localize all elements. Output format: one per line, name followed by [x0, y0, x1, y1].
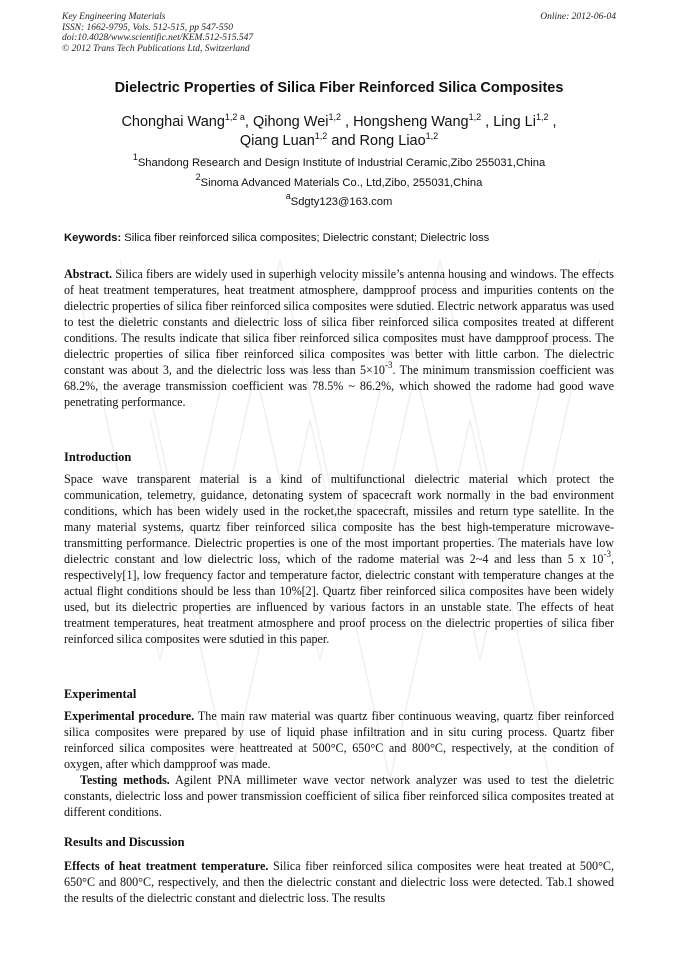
author-separator: ,: [548, 114, 557, 130]
author-sup: 1,2: [425, 131, 439, 141]
author-name: , Qihong Wei: [244, 114, 329, 130]
section-heading-introduction: Introduction: [64, 450, 132, 464]
author-name: , Hongsheng Wang: [341, 114, 469, 130]
keywords: [64, 232, 624, 244]
affiliation-2: $^2$Sinoma Advanced Materials Co., Ltd,Zibo, 255031,China: [195, 172, 483, 189]
journal-header: [62, 12, 253, 54]
abstract: Abstract. Silica fibers are widely used in superhigh velocity missile’s antenna housing and windows. The effects of heat treatment temperatures, heat treatment atmosphere, dampproof process and impurities contents on the dielectric properties of silica fiber reinforced silica composites were sdutied. Electric network apparatus was used to test the dieletric constants and dielectric loss of silica fiber reinforced silica composites treated at different conditions. The results indicate that silica fiber reinforced silica composites must have dampproof process. The dielectric properties of silica fiber reinforced silica composites was better with little carbon. The dielectric constant was about 3, and the dielectric loss was less than $5\times 10^{-3}$. The minimum transmission coefficient was 68.2%, the average transmission coefficient was 78.5% ~ 86.2%, which showed the radome had good wave penetrating performance.: [64, 267, 614, 409]
author-sup: 1,2 a: [224, 112, 245, 122]
experimental-procedure-paragraph: Experimental procedure. The main raw material was quartz fiber continuous weaving, quartz fiber reinforced silica composites were prepared by use of liquid phase infiltration and in situ curing process. Quartz fiber reinforced silica composites were heattreated at 500°C, 650°C and 800°C, respectively, at the condition of oxygen, after which dampproof was made.: [64, 709, 614, 771]
section-heading-results: Results and Discussion: [64, 835, 185, 849]
results-paragraph: Effects of heat treatment temperature. Silica fiber reinforced silica composites were heat treated at 500°C, 650°C and 800°C, respectively, and then the dielectric constant and dielectric loss were detected. Tab.1 showed the results of the dielectric constant and dielectric loss. The results: [64, 859, 614, 905]
author-name: and Rong Liao: [327, 133, 426, 149]
author-name: , Ling Li: [481, 114, 536, 130]
keywords-text: Silica fiber reinforced silica composites; Dielectric constant; Dielectric loss: [121, 232, 490, 244]
experimental-section: [64, 709, 614, 821]
author-sup: 1,2: [314, 131, 328, 141]
author-list: [40, 113, 638, 151]
abstract-label: Abstract.: [64, 267, 113, 281]
section-heading-experimental: Experimental: [64, 687, 137, 701]
testing-methods-paragraph: Testing methods. Agilent PNA millimeter wave vector network analyzer was used to test the dieletric constants, dielectric loss and power transmission coefficient of silica fiber reinforced silica composites treated at different conditions.: [64, 772, 614, 819]
author-name: Qiang Luan: [239, 133, 315, 149]
online-date: Online: 2012-06-04: [540, 12, 616, 22]
journal-copyright: © 2012 Trans Tech Publications Ltd, Switzerland: [62, 43, 250, 54]
introduction-paragraph: Space wave transparent material is a kind of multifunctional dielectric material which protect the communication, telemetry, guidance, detonating system of spacecraft work normally in the bad environment conditions, which has been widely used in the rocket,the spacecraft, missiles and return type satellite. In the many material systems, quartz fiber reinforced silica composite has the best high-temperature microwave-transmitting performance. Dielectric properties is one of the most important properties. The materials have low dielectric constant and low dielectric loss, which of the radome material was 2~4 and less than 5 x $10^{-3}$, respectively[1], low frequency factor and temperature factor, dielectric constant with temperature changes at the actual flight conditions should be less than 10%[2]. Quartz fiber reinforced silica composites have been widely used, but its dielectric properties are influenced by various factors in an unstable state. The effects of heat treatment temperatures, heat treatment atmosphere and proof process on the dielectric properties of silica fiber reinforced silica composites were sdutied in this paper.: [64, 472, 614, 646]
paper-title: Dielectric Properties of Silica Fiber Reinforced Silica Composites: [114, 80, 564, 96]
affiliation-1: $^1$Shandong Research and Design Institute of Industrial Ceramic,Zibo 255031,China: [132, 152, 546, 169]
journal-issn: ISSN: 1662-9795, Vols. 512-515, pp 547-550: [62, 22, 233, 33]
journal-name: Key Engineering Materials: [62, 12, 166, 22]
journal-doi: doi:10.4028/www.scientific.net/KEM.512-515.547: [62, 33, 254, 43]
author-sup: 1,2: [468, 112, 482, 122]
author-name: Chonghai Wang: [121, 114, 225, 130]
author-email: $^a$Sdgty123@163.com: [285, 191, 393, 208]
author-sup: 1,2: [535, 112, 549, 122]
keywords-label: Keywords:: [64, 232, 122, 244]
author-sup: 1,2: [328, 112, 341, 122]
